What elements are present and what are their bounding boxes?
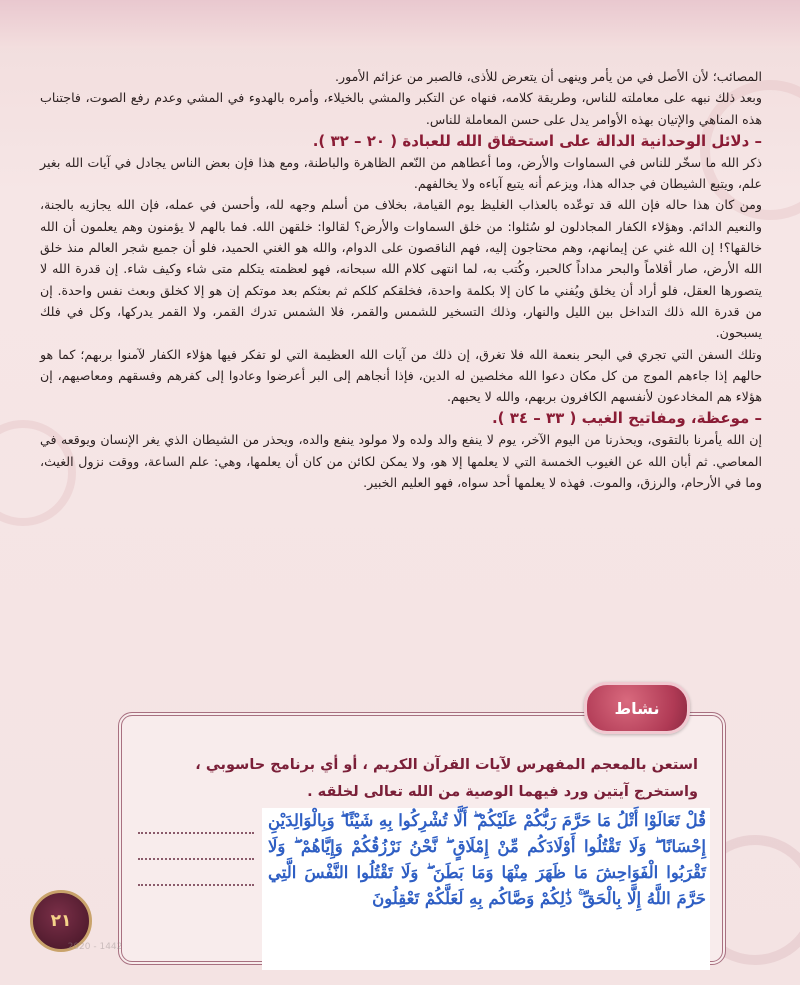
page-number: ٢١ (50, 911, 72, 931)
paragraph: المصائب؛ لأن الأصل في من يأمر وينهى أن يتعرض للأذى، فالصبر من عزائم الأمور. (335, 69, 762, 84)
quran-verse: قُلْ تَعَالَوْا أَتْلُ مَا حَرَّمَ رَبُّكُمْ عَلَيْكُمْ ۖ أَلَّا تُشْرِكُوا بِهِ شَيْئًا ۖ وَبِالْوَالِدَيْنِ إِحْسَانًا ۖ وَلَا تَقْتُلُوا أَوْلَادَكُم مِّنْ إِمْلَاقٍ ۖ نَّحْنُ نَرْزُقُكُمْ وَإِيَّاهُمْ ۖ وَلَا تَقْرَبُوا الْفَوَاحِشَ مَا ظَهَرَ مِنْهَا وَمَا بَطَنَ ۖ وَلَا تَقْتُلُوا النَّفْسَ الَّتِي حَرَّمَ اللَّهُ إِلَّا بِالْحَقِّ ۚ ذَٰلِكُمْ وَصَّاكُم بِهِ لَعَلَّكُمْ تَعْقِلُونَ (268, 811, 706, 908)
paragraph: وبعد ذلك نبهه على معاملته للناس، وطريقة كلامه، فنهاه عن التكبر والمشي بالخيلاء، وأمره بالهدوء في المشي وعدم رفع الصوت، فاجتناب هذه المناهي والإتيان بهذه الأوامر يدل على حسن المعاملة للناس. (40, 90, 762, 127)
lesson-content (40, 66, 762, 493)
answer-line[interactable] (138, 858, 254, 860)
watermark: 2020 - 1442 (67, 942, 123, 952)
paragraph: ذكر الله ما سخّر للناس في السماوات والأرض، وما أعطاهم من النّعم الظاهرة والباطنة، ومع هذا فإن بعض الناس يجادل في آيات الله بغير علم، ويتبع الشيطان في جداله هذا، ويزعم أنه يتبع آباءه ولا يخالفهم. (40, 154, 762, 192)
section-heading: – موعظة، ومفاتيح الغيب ( ٣٣ – ٣٤ ). (491, 409, 762, 428)
answer-line[interactable] (138, 884, 254, 886)
top-decorative-band (0, 0, 800, 48)
section-heading: – دلائل الوحدانية الدالة على استحقاق الله للعبادة ( ٢٠ – ٣٢ ). (312, 131, 762, 150)
paragraph: إن الله يأمرنا بالتقوى، ويحذرنا من اليوم الآخر، يوم لا ينفع والد ولده ولا مولود ينفع والده، ويحذر من الشيطان الذي يغر الإنسان ويوقعه في المعاصي. ثم أبان الله عن الغيوب الخمسة التي لا يعلمها إلا هو، ولا يمكن لكائن من كان أن يعلمها، وهي: علم الساعة، ووقت نزول الغيث، وما في الأرحام، والرزق، والموت. فهذه لا يعلمها أحد سواه، فهو العليم الخبير. (40, 432, 762, 491)
activity-badge: نشاط (584, 682, 690, 734)
activity-instruction: استعن بالمعجم المفهرس لآيات القرآن الكريم ، أو أي برنامج حاسوبي ، واستخرج آيتين ورد فيهما الوصية من الله تعالى لخلقه . (195, 757, 698, 800)
paragraph: وتلك السفن التي تجري في البحر بنعمة الله فلا تغرق، إن ذلك من آيات الله العظيمة التي لو تفكر فيها هؤلاء الكفار لآمنوا بربهم؛ كما هو حالهم إذا جاءهم الموج من كل مكان دعوا الله مخلصين له الدين، فإذا أنجاهم إلى البر أعرضوا وعادوا إلى كفرهم وفسقهم ومعاصيهم، إن هؤلاء هم المخادعون لأنفسهم الكافرون بربهم، والله لا يحبهم. (40, 346, 762, 405)
answer-line[interactable] (138, 832, 254, 834)
paragraph: ومن كان هذا حاله فإن الله قد توعّده بالعذاب الغليظ يوم القيامة، بخلاف من أسلم وجهه لله، وأحسن في عمله، فإن الله يجازيه بالجنة، والنعيم الدائم. وهؤلاء الكفار المجادلون لو سُئلوا: من خلق السماوات والأرض؟ لقالوا: خلقهن الله. فما بالهم لا يؤمنون وهم يعلمون أن الله خالقها؟! إن الله غني عن إيمانهم، وهم محتاجون إليه، فهم الناقصون على الدوام، والله هو الغني الحميد، فلو أن جميع شجر العالم منذ خلق الله الأرض، صار أقلاماً والبحر مداداً كالحبر، وكُتب به، لما انتهى كلام الله سبحانه، فهو لعظمته يتكلم متى شاء وكيف شاء. إن قدرة الله لا يتصورها العقل، فلو أراد أن يخلق ويُفني ما كان إلا بكلمة واحدة، فخلقكم كلكم ثم بعثكم بعد موتكم إن هو إلا كخلق وبعث نفس واحدة. إن من قدرة الله ذلك التداخل بين الليل والنهار، وذلك التسخير للشمس والقمر، فلا الشمس تدرك القمر، ولا القمر يدركها، وكل في فلك يسبحون. (40, 197, 762, 341)
